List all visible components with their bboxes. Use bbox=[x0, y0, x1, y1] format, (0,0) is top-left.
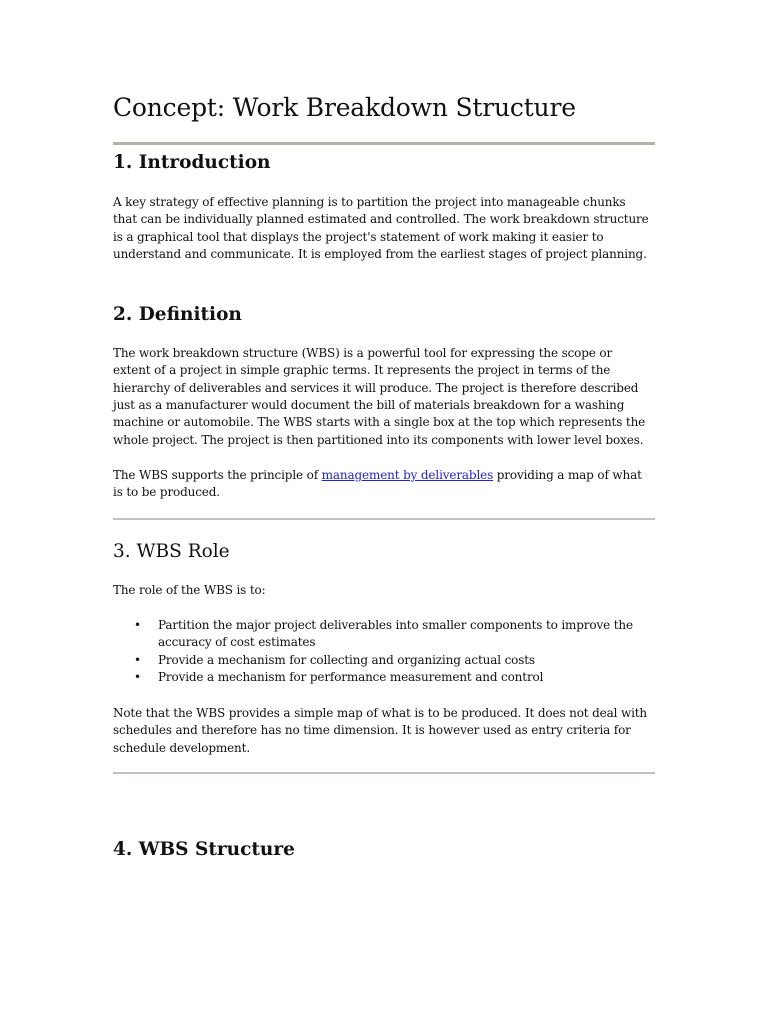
bullet-icon: • bbox=[134, 618, 142, 632]
list-item-text: Provide a mechanism for collecting and organizing actual costs bbox=[158, 652, 535, 667]
text-line: is a graphical tool that displays the project's statement of work making it easier to bbox=[113, 229, 604, 244]
title-divider bbox=[113, 142, 655, 145]
text-line: whole project. The project is then partitioned into its components with lower level boxes. bbox=[113, 432, 644, 447]
heading-wbs-structure: 4. WBS Structure bbox=[113, 839, 295, 860]
text-line: schedule development. bbox=[113, 740, 250, 755]
document-title: Concept: Work Breakdown Structure bbox=[113, 93, 576, 122]
text-line: machine or automobile. The WBS starts with a single box at the top which represents the bbox=[113, 415, 646, 430]
text-line: A key strategy of effective planning is to partition the project into manageable chunks bbox=[113, 195, 626, 209]
heading-introduction: 1. Introduction bbox=[113, 152, 271, 173]
list-item-text: Partition the major project deliverables into smaller components to improve the bbox=[158, 618, 633, 632]
bullet-icon: • bbox=[134, 669, 142, 684]
text-line: The work breakdown structure (WBS) is a powerful tool for expressing the scope or bbox=[113, 346, 613, 360]
text-line: is to be produced. bbox=[113, 485, 220, 500]
text-line: schedules and therefore has no time dimension. It is however used as entry criteria for bbox=[113, 723, 631, 738]
text-span: The WBS supports the principle of bbox=[113, 468, 322, 482]
bullet-icon: • bbox=[134, 652, 142, 667]
text-line: just as a manufacturer would document the bill of materials breakdown for a washing bbox=[113, 397, 625, 412]
list-item-text: Provide a mechanism for performance measurement and control bbox=[158, 669, 544, 684]
text-line: that can be individually planned estimated and controlled. The work breakdown structure bbox=[113, 212, 649, 227]
list-item-text: accuracy of cost estimates bbox=[158, 635, 316, 650]
text-line: hierarchy of deliverables and services it will produce. The project is therefore described bbox=[113, 380, 639, 395]
heading-wbs-role: 3. WBS Role bbox=[113, 541, 230, 562]
section-divider bbox=[113, 518, 655, 520]
wbs-role-intro: The role of the WBS is to: bbox=[113, 583, 266, 597]
text-line bbox=[113, 467, 642, 484]
heading-definition: 2. Definition bbox=[113, 304, 242, 325]
section-divider bbox=[113, 772, 655, 774]
text-line: Note that the WBS provides a simple map of what is to be produced. It does not deal with bbox=[113, 706, 648, 720]
management-by-deliverables-link[interactable]: management by deliverables bbox=[321, 468, 494, 482]
text-line: understand and communicate. It is employed from the earliest stages of project planning. bbox=[113, 246, 647, 261]
text-span: providing a map of what bbox=[493, 468, 642, 482]
text-line: extent of a project in simple graphic terms. It represents the project in terms of the bbox=[113, 363, 611, 378]
